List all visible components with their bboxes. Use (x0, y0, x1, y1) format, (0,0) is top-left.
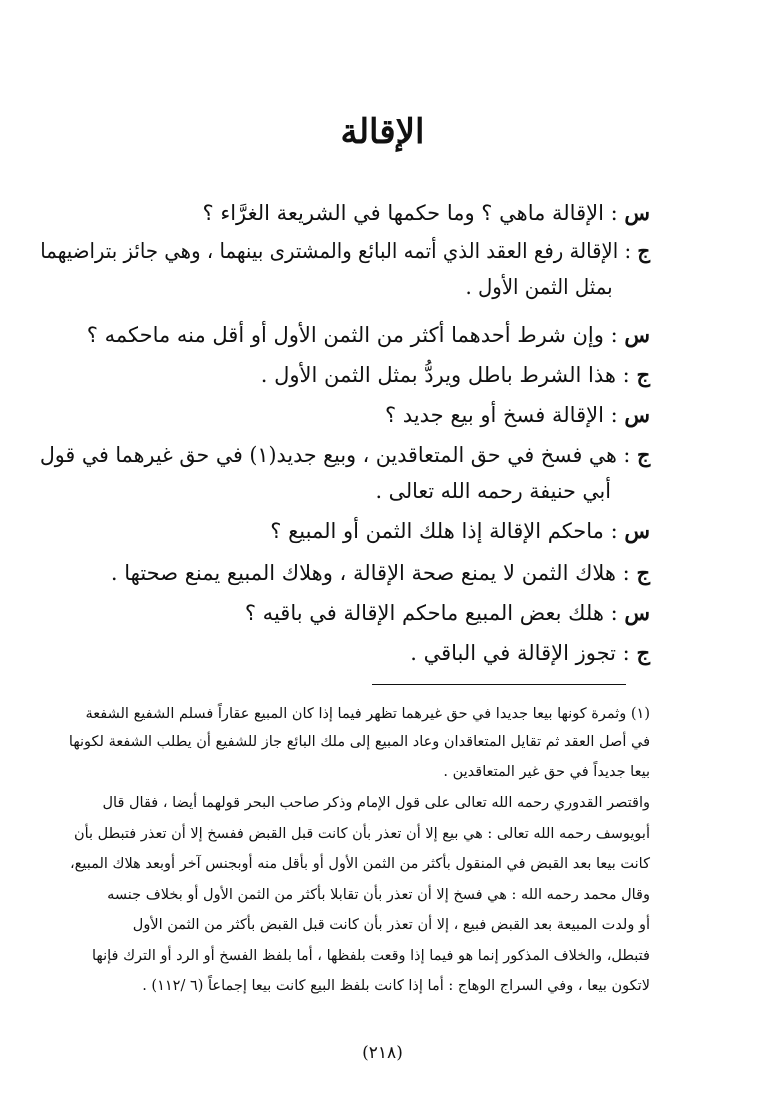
footnote-line: أو ولدت المبيعة بعد القبض فبيع ، إلا أن تعذر بأن كانت قبل القبض بأكثر من الثمن الأول (132, 917, 650, 933)
answer-label: ج (636, 442, 650, 467)
question-label: س (624, 518, 650, 543)
footnote-line: (١) وثمرة كونها بيعا جديدا في حق غيرهما تظهر فيما إذا كان المبيع عقاراً فسلم الشفيع الشفعة (85, 706, 650, 722)
qa-text: : هلاك الثمن لا يمنع صحة الإقالة ، وهلاك المبيع يمنع صحتها . (110, 561, 630, 585)
page-number: (٢١٨) (362, 1043, 403, 1063)
qa-item (87, 317, 650, 353)
answer-label: ج (637, 238, 650, 263)
qa-item (410, 635, 650, 671)
qa-item (261, 357, 650, 393)
footnote-divider (372, 684, 626, 685)
footnote-line: وقال محمد رحمه الله : هي فسخ إلا أن تعذر بأن تقابلا بأكثر من الثمن الأول أو بخلاف جنسه (107, 887, 650, 903)
qa-text: : هلك بعض المبيع ماحكم الإقالة في باقيه ؟ (244, 601, 618, 625)
qa-item (270, 513, 650, 549)
qa-item (111, 555, 650, 591)
qa-continuation: أبي حنيفة رحمه الله تعالى . (375, 479, 611, 503)
qa-continuation: بمثل الثمن الأول . (465, 275, 613, 299)
qa-text: : الإقالة رفع العقد الذي أتمه البائع والمشترى بينهما ، وهي جائز بتراضيهما (40, 239, 632, 263)
footnote-line: في أصل العقد ثم تقايل المتعاقدان وعاد المبيع إلى ملك البائع جاز للشفيع أن يطلب الشفعة لكونها (68, 734, 650, 750)
qa-text: : هي فسخ في حق المتعاقدين ، وبيع جديد(١) في حق غيرهما في قول (39, 443, 631, 467)
answer-label: ج (636, 560, 650, 585)
footnote-line: فتبطل، والخلاف المذكور إنما هو فيما إذا وقعت بلفظها ، أما بلفظ الفسخ أو الرد أو الترك فإنها (91, 948, 650, 964)
qa-item (245, 595, 650, 631)
qa-item (385, 397, 650, 433)
qa-text: : تجوز الإقالة في الباقي . (410, 641, 630, 665)
question-label: س (624, 322, 650, 347)
qa-item (40, 233, 650, 299)
qa-text: : الإقالة فسخ أو بيع جديد ؟ (384, 403, 618, 427)
footnote-line: واقتصر القدوري رحمه الله تعالى على قول الإمام وذكر صاحب البحر قولهما أيضا ، فقال قال (102, 795, 650, 811)
qa-text: : هذا الشرط باطل ويردُّ بمثل الثمن الأول . (260, 363, 630, 387)
question-label: س (624, 600, 650, 625)
qa-item (203, 195, 650, 231)
question-label: س (624, 402, 650, 427)
qa-text: : وإن شرط أحدهما أكثر من الثمن الأول أو أقل منه ماحكمه ؟ (86, 323, 618, 347)
footnote-line: أبويوسف رحمه الله تعالى : هي بيع إلا أن تعذر بأن كانت قبل القبض ففسخ إلا أن تعذر فتبطل بأن (73, 826, 650, 842)
answer-label: ج (636, 640, 650, 665)
question-label: س (624, 200, 650, 225)
answer-label: ج (636, 362, 650, 387)
footnote-line: كانت بيعا بعد القبض في المنقول بأكثر من الثمن الأول أو بأقل منه أوبجنس آخر أوبعد هلاك المبيع، (69, 856, 650, 872)
footnote-line: بيعا جديداً في حق غير المتعاقدين . (443, 764, 650, 780)
qa-text: : الإقالة ماهي ؟ وما حكمها في الشريعة الغرَّاء ؟ (202, 201, 618, 225)
page-title: الإقالة (340, 112, 425, 152)
footnote-line: لاتكون بيعا ، وفي السراج الوهاج : أما إذا كانت بلفظ البيع كانت بيعا إجماعاً (٦ /١١٢) . (142, 978, 650, 994)
qa-item (39, 437, 650, 503)
qa-text: : ماحكم الإقالة إذا هلك الثمن أو المبيع ؟ (270, 519, 618, 543)
